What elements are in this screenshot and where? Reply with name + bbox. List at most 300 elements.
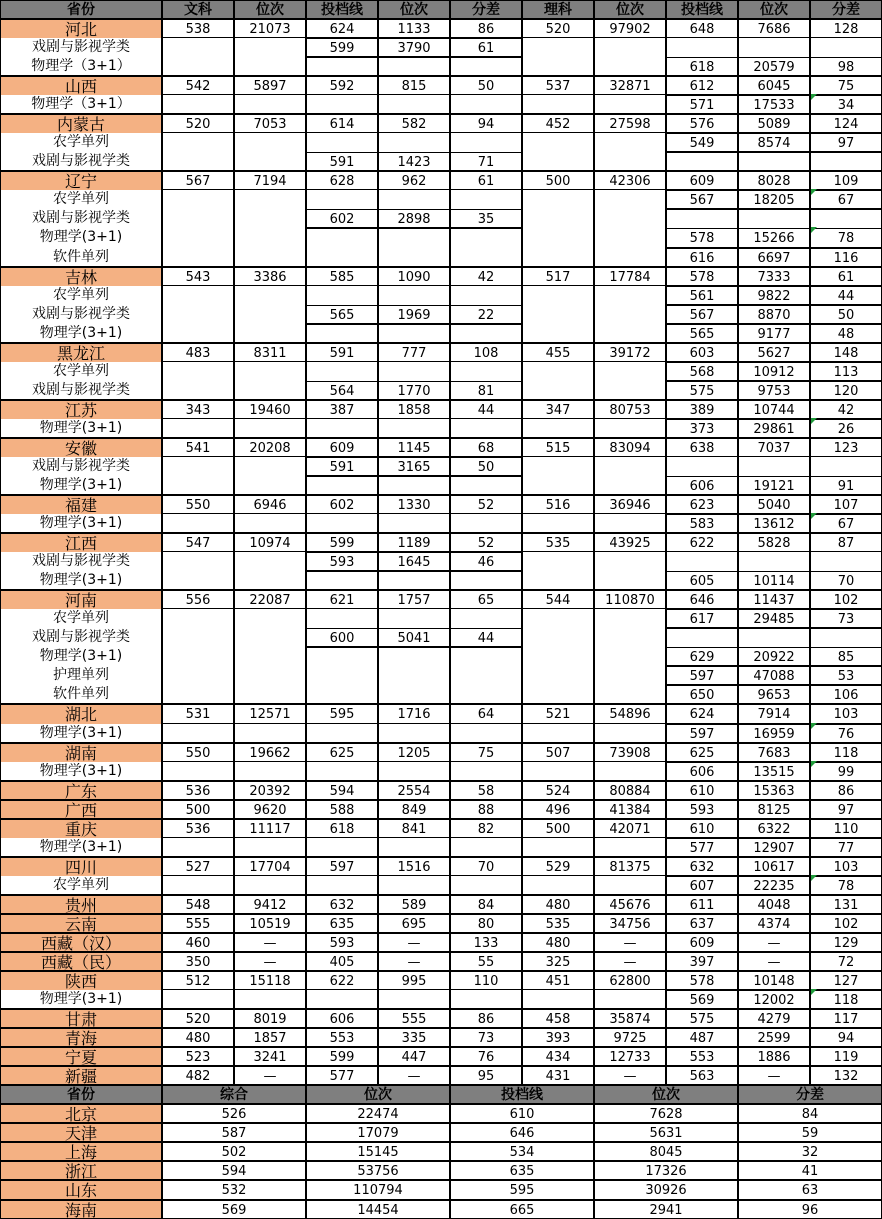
value-cell xyxy=(234,152,306,171)
value-cell xyxy=(594,190,666,209)
comment-marker-icon xyxy=(811,94,817,100)
comment-marker-icon xyxy=(811,989,817,995)
value-cell: 625 xyxy=(306,743,378,762)
subcategory-cell: 戏剧与影视学类 xyxy=(0,457,162,476)
value-cell: 54896 xyxy=(594,704,666,723)
value-cell: 3790 xyxy=(378,38,450,57)
value-cell: 127 xyxy=(810,971,882,990)
value-cell: 611 xyxy=(666,895,738,914)
value-cell xyxy=(522,305,594,324)
value-cell: 578 xyxy=(666,971,738,990)
province-cell: 西藏（汉） xyxy=(0,933,162,952)
value-cell xyxy=(450,95,522,114)
value-cell xyxy=(162,38,234,57)
value-cell: 606 xyxy=(306,1009,378,1028)
value-cell xyxy=(810,38,882,57)
province-cell: 湖南 xyxy=(0,743,162,762)
value-cell xyxy=(378,95,450,114)
value-cell: 815 xyxy=(378,76,450,95)
value-cell: 102 xyxy=(810,914,882,933)
value-cell: 512 xyxy=(162,971,234,990)
value-cell: 564 xyxy=(306,381,378,400)
subcategory-cell: 农学单列 xyxy=(0,286,162,305)
value-cell xyxy=(594,724,666,743)
value-cell xyxy=(450,133,522,152)
value-cell: 70 xyxy=(810,571,882,590)
value-cell: 12571 xyxy=(234,704,306,723)
value-cell: 543 xyxy=(162,267,234,286)
value-cell: 9653 xyxy=(738,685,810,704)
value-cell: 94 xyxy=(810,1028,882,1047)
value-cell xyxy=(234,209,306,228)
value-cell: 20922 xyxy=(738,647,810,666)
value-cell xyxy=(306,286,378,305)
value-cell: 46 xyxy=(450,552,522,571)
value-cell: 638 xyxy=(666,438,738,457)
value-cell xyxy=(378,876,450,895)
value-cell xyxy=(522,514,594,533)
value-cell: 80753 xyxy=(594,400,666,419)
subcategory-cell: 护理单列 xyxy=(0,666,162,685)
value-cell xyxy=(594,248,666,267)
value-cell: 82 xyxy=(450,819,522,838)
subcategory-cell: 软件单列 xyxy=(0,685,162,704)
value-cell: 393 xyxy=(522,1028,594,1047)
value-cell: 103 xyxy=(810,857,882,876)
value-cell: 575 xyxy=(666,381,738,400)
value-cell: 623 xyxy=(666,495,738,514)
value-cell: 17784 xyxy=(594,267,666,286)
value-cell: 12907 xyxy=(738,838,810,857)
value-cell: 3241 xyxy=(234,1047,306,1066)
value-cell: 133 xyxy=(450,933,522,952)
value-cell: 44 xyxy=(810,286,882,305)
value-cell: 602 xyxy=(306,495,378,514)
value-cell xyxy=(450,724,522,743)
value-cell: 7333 xyxy=(738,267,810,286)
comment-marker-icon xyxy=(811,875,817,881)
value-cell xyxy=(162,152,234,171)
value-cell: 42 xyxy=(450,267,522,286)
value-cell: 22235 xyxy=(738,876,810,895)
header-cell: 位次 xyxy=(234,0,306,19)
value-cell: 85 xyxy=(810,647,882,666)
subcategory-cell: 戏剧与影视学类 xyxy=(0,152,162,171)
value-cell: 76 xyxy=(810,724,882,743)
province-cell: 天津 xyxy=(0,1123,162,1142)
value-cell xyxy=(522,38,594,57)
value-cell xyxy=(522,95,594,114)
value-cell: 35874 xyxy=(594,1009,666,1028)
value-cell: 118 xyxy=(810,990,882,1009)
value-cell xyxy=(306,838,378,857)
value-cell: 8028 xyxy=(738,171,810,190)
value-cell xyxy=(450,476,522,495)
value-cell: 520 xyxy=(162,1009,234,1028)
value-cell xyxy=(306,514,378,533)
value-cell: 578 xyxy=(666,228,738,247)
value-cell: 541 xyxy=(162,438,234,457)
value-cell: 99 xyxy=(810,762,882,781)
value-cell xyxy=(378,324,450,343)
value-cell xyxy=(162,476,234,495)
value-cell: 777 xyxy=(378,343,450,362)
value-cell: 50 xyxy=(450,457,522,476)
value-cell: 97902 xyxy=(594,19,666,38)
value-cell: 347 xyxy=(522,400,594,419)
value-cell: 65 xyxy=(450,590,522,609)
value-cell: 569 xyxy=(666,990,738,1009)
value-cell: 547 xyxy=(162,533,234,552)
value-cell xyxy=(234,95,306,114)
value-cell: 542 xyxy=(162,76,234,95)
value-cell xyxy=(234,38,306,57)
value-cell: 119 xyxy=(810,1047,882,1066)
value-cell xyxy=(738,628,810,647)
value-cell xyxy=(594,152,666,171)
value-cell xyxy=(162,381,234,400)
value-cell: 373 xyxy=(666,419,738,438)
value-cell xyxy=(594,228,666,247)
subcategory-cell: 物理学(3+1) xyxy=(0,514,162,533)
value-cell xyxy=(450,324,522,343)
value-cell: 15118 xyxy=(234,971,306,990)
value-cell xyxy=(522,685,594,704)
value-cell: 577 xyxy=(666,838,738,857)
value-cell: 17079 xyxy=(306,1123,450,1142)
value-cell xyxy=(306,133,378,152)
value-cell: 8045 xyxy=(594,1142,738,1161)
combined-header-cell: 综合 xyxy=(162,1085,306,1104)
value-cell: 6322 xyxy=(738,819,810,838)
value-cell: 78 xyxy=(810,876,882,895)
value-cell: 5089 xyxy=(738,114,810,133)
value-cell: 635 xyxy=(306,914,378,933)
value-cell xyxy=(522,190,594,209)
value-cell: 500 xyxy=(522,819,594,838)
value-cell: — xyxy=(234,952,306,971)
value-cell xyxy=(162,133,234,152)
value-cell: 53 xyxy=(810,666,882,685)
value-cell xyxy=(522,552,594,571)
value-cell: 2554 xyxy=(378,781,450,800)
value-cell xyxy=(522,381,594,400)
value-cell xyxy=(162,305,234,324)
value-cell: 116 xyxy=(810,248,882,267)
subcategory-cell: 戏剧与影视学类 xyxy=(0,209,162,228)
value-cell: 1145 xyxy=(378,438,450,457)
value-cell xyxy=(810,209,882,228)
value-cell: 80 xyxy=(450,914,522,933)
value-cell: 109 xyxy=(810,171,882,190)
value-cell: 1516 xyxy=(378,857,450,876)
value-cell: 5828 xyxy=(738,533,810,552)
value-cell xyxy=(306,248,378,267)
value-cell xyxy=(162,876,234,895)
value-cell: 6697 xyxy=(738,248,810,267)
province-cell: 重庆 xyxy=(0,819,162,838)
value-cell xyxy=(378,133,450,152)
combined-header-cell: 分差 xyxy=(738,1085,882,1104)
value-cell xyxy=(306,228,378,247)
value-cell: 5040 xyxy=(738,495,810,514)
value-cell: 597 xyxy=(306,857,378,876)
value-cell: 71 xyxy=(450,152,522,171)
value-cell: 53756 xyxy=(306,1161,450,1180)
value-cell xyxy=(738,152,810,171)
value-cell: 609 xyxy=(666,933,738,952)
value-cell: 593 xyxy=(666,800,738,819)
value-cell: 59 xyxy=(738,1123,882,1142)
value-cell: 548 xyxy=(162,895,234,914)
value-cell xyxy=(522,286,594,305)
value-cell xyxy=(162,190,234,209)
value-cell: 553 xyxy=(666,1047,738,1066)
value-cell: 13612 xyxy=(738,514,810,533)
province-cell: 云南 xyxy=(0,914,162,933)
value-cell: 569 xyxy=(162,1200,306,1219)
value-cell xyxy=(378,666,450,685)
value-cell: 1189 xyxy=(378,533,450,552)
value-cell: 567 xyxy=(162,171,234,190)
value-cell xyxy=(594,381,666,400)
province-cell: 四川 xyxy=(0,857,162,876)
value-cell: 5631 xyxy=(594,1123,738,1142)
value-cell xyxy=(378,838,450,857)
value-cell: 86 xyxy=(450,1009,522,1028)
value-cell: 9620 xyxy=(234,800,306,819)
value-cell xyxy=(522,457,594,476)
value-cell: 19460 xyxy=(234,400,306,419)
value-cell: — xyxy=(234,1066,306,1085)
value-cell: 507 xyxy=(522,743,594,762)
value-cell: 1969 xyxy=(378,305,450,324)
value-cell: 64 xyxy=(450,704,522,723)
value-cell xyxy=(234,228,306,247)
value-cell: 15266 xyxy=(738,228,810,247)
value-cell: 606 xyxy=(666,762,738,781)
value-cell xyxy=(234,990,306,1009)
value-cell xyxy=(234,286,306,305)
value-cell: 585 xyxy=(306,267,378,286)
value-cell: 7053 xyxy=(234,114,306,133)
value-cell xyxy=(306,724,378,743)
comment-marker-icon xyxy=(811,723,817,729)
value-cell: 588 xyxy=(306,800,378,819)
value-cell xyxy=(450,609,522,628)
value-cell: 602 xyxy=(306,209,378,228)
province-cell: 山东 xyxy=(0,1180,162,1199)
value-cell: 3386 xyxy=(234,267,306,286)
value-cell xyxy=(378,514,450,533)
value-cell: 10519 xyxy=(234,914,306,933)
province-cell: 山西 xyxy=(0,76,162,95)
header-cell: 投档线 xyxy=(306,0,378,19)
value-cell: 582 xyxy=(378,114,450,133)
value-cell: 8574 xyxy=(738,133,810,152)
value-cell xyxy=(810,628,882,647)
value-cell: 523 xyxy=(162,1047,234,1066)
value-cell: 61 xyxy=(450,171,522,190)
value-cell: — xyxy=(738,1066,810,1085)
value-cell xyxy=(162,457,234,476)
value-cell xyxy=(378,228,450,247)
value-cell: 20392 xyxy=(234,781,306,800)
value-cell xyxy=(522,476,594,495)
value-cell xyxy=(234,248,306,267)
value-cell: 618 xyxy=(666,57,738,76)
value-cell xyxy=(234,305,306,324)
value-cell: 22 xyxy=(450,305,522,324)
province-cell: 江西 xyxy=(0,533,162,552)
header-cell: 分差 xyxy=(810,0,882,19)
value-cell: 592 xyxy=(306,76,378,95)
value-cell xyxy=(234,838,306,857)
value-cell xyxy=(666,152,738,171)
value-cell: 81375 xyxy=(594,857,666,876)
value-cell xyxy=(378,286,450,305)
value-cell: 97 xyxy=(810,133,882,152)
value-cell xyxy=(234,876,306,895)
value-cell: 451 xyxy=(522,971,594,990)
value-cell xyxy=(522,209,594,228)
value-cell xyxy=(450,990,522,1009)
value-cell xyxy=(234,190,306,209)
value-cell: 617 xyxy=(666,609,738,628)
value-cell: 102 xyxy=(810,590,882,609)
value-cell: 597 xyxy=(666,724,738,743)
province-cell: 江苏 xyxy=(0,400,162,419)
value-cell: 1423 xyxy=(378,152,450,171)
value-cell: 529 xyxy=(522,857,594,876)
province-cell: 广西 xyxy=(0,800,162,819)
value-cell: 10974 xyxy=(234,533,306,552)
value-cell xyxy=(306,685,378,704)
value-cell xyxy=(450,514,522,533)
value-cell xyxy=(450,57,522,76)
comment-marker-icon xyxy=(811,513,817,519)
value-cell: 1133 xyxy=(378,19,450,38)
value-cell xyxy=(162,990,234,1009)
value-cell: 1716 xyxy=(378,704,450,723)
value-cell: 18205 xyxy=(738,190,810,209)
value-cell: 575 xyxy=(666,1009,738,1028)
province-cell: 河北 xyxy=(0,19,162,38)
value-cell: 549 xyxy=(666,133,738,152)
value-cell xyxy=(162,324,234,343)
subcategory-cell: 物理学(3+1) xyxy=(0,762,162,781)
value-cell xyxy=(522,228,594,247)
value-cell: 637 xyxy=(666,914,738,933)
subcategory-cell: 物理学（3+1） xyxy=(0,57,162,76)
value-cell: 73 xyxy=(450,1028,522,1047)
subcategory-cell: 物理学(3+1) xyxy=(0,724,162,743)
subcategory-cell: 物理学(3+1) xyxy=(0,324,162,343)
value-cell: 103 xyxy=(810,704,882,723)
value-cell: 35 xyxy=(450,209,522,228)
value-cell xyxy=(522,990,594,1009)
value-cell: 622 xyxy=(306,971,378,990)
value-cell: 78 xyxy=(810,228,882,247)
value-cell: 995 xyxy=(378,971,450,990)
value-cell: 22474 xyxy=(306,1104,450,1123)
value-cell: 571 xyxy=(666,95,738,114)
value-cell: 534 xyxy=(450,1142,594,1161)
value-cell: 12002 xyxy=(738,990,810,1009)
subcategory-cell: 物理学(3+1) xyxy=(0,228,162,247)
value-cell xyxy=(594,628,666,647)
value-cell xyxy=(738,209,810,228)
value-cell: 599 xyxy=(306,533,378,552)
value-cell: 98 xyxy=(810,57,882,76)
value-cell: 5897 xyxy=(234,76,306,95)
value-cell: 42071 xyxy=(594,819,666,838)
province-cell: 西藏（民） xyxy=(0,952,162,971)
value-cell: 44 xyxy=(450,628,522,647)
value-cell xyxy=(234,647,306,666)
value-cell xyxy=(378,990,450,1009)
value-cell xyxy=(162,628,234,647)
value-cell: 455 xyxy=(522,343,594,362)
value-cell: 500 xyxy=(522,171,594,190)
value-cell: 665 xyxy=(450,1200,594,1219)
value-cell xyxy=(666,457,738,476)
value-cell xyxy=(162,685,234,704)
value-cell xyxy=(306,876,378,895)
header-cell: 文科 xyxy=(162,0,234,19)
value-cell: 86 xyxy=(810,781,882,800)
value-cell: 434 xyxy=(522,1047,594,1066)
value-cell xyxy=(162,362,234,381)
value-cell: 95 xyxy=(450,1066,522,1085)
province-cell: 湖北 xyxy=(0,704,162,723)
value-cell: 516 xyxy=(522,495,594,514)
subcategory-cell: 农学单列 xyxy=(0,362,162,381)
value-cell: 129 xyxy=(810,933,882,952)
value-cell: 460 xyxy=(162,933,234,952)
header-cell: 分差 xyxy=(450,0,522,19)
value-cell: 36946 xyxy=(594,495,666,514)
province-cell: 青海 xyxy=(0,1028,162,1047)
value-cell: 591 xyxy=(306,152,378,171)
value-cell xyxy=(234,419,306,438)
value-cell: 520 xyxy=(522,19,594,38)
value-cell: 4374 xyxy=(738,914,810,933)
value-cell: 343 xyxy=(162,400,234,419)
value-cell xyxy=(810,552,882,571)
value-cell: 458 xyxy=(522,1009,594,1028)
value-cell: 5627 xyxy=(738,343,810,362)
combined-header-cell: 省份 xyxy=(0,1085,162,1104)
value-cell: 16959 xyxy=(738,724,810,743)
value-cell: 29861 xyxy=(738,419,810,438)
comment-marker-icon xyxy=(811,418,817,424)
value-cell: 849 xyxy=(378,800,450,819)
value-cell: 591 xyxy=(306,457,378,476)
value-cell: 447 xyxy=(378,1047,450,1066)
value-cell: 110 xyxy=(450,971,522,990)
value-cell: 595 xyxy=(450,1180,594,1199)
value-cell: 1858 xyxy=(378,400,450,419)
value-cell xyxy=(522,419,594,438)
value-cell: 27598 xyxy=(594,114,666,133)
subcategory-cell: 物理学(3+1) xyxy=(0,419,162,438)
value-cell: 532 xyxy=(162,1180,306,1199)
value-cell: 81 xyxy=(450,381,522,400)
value-cell: 21073 xyxy=(234,19,306,38)
value-cell: 587 xyxy=(162,1123,306,1142)
value-cell xyxy=(450,362,522,381)
